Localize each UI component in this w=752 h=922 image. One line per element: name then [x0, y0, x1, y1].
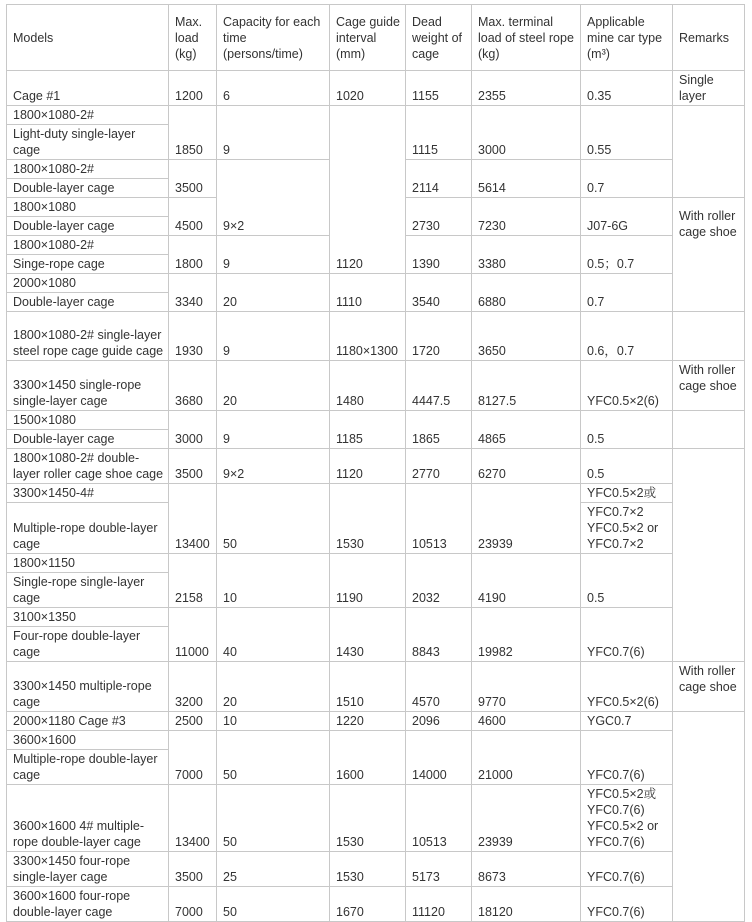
dead-weight-cell: 2032 — [406, 554, 472, 608]
guide-interval-cell: 1510 — [330, 662, 406, 712]
max-load-cell: 3200 — [169, 662, 217, 712]
dead-weight-cell: 8843 — [406, 608, 472, 662]
capacity-cell: 9×2 — [217, 160, 330, 236]
model-cell: 3600×1600 4# multiple-rope double-layer cage — [7, 785, 169, 852]
header-car-type: Applicable mine car type (m³) — [581, 5, 673, 71]
header-capacity: Capacity for each time (persons/time) — [217, 5, 330, 71]
model-cell: 3600×1600 — [7, 731, 169, 750]
model-cell: 1800×1080-2# — [7, 236, 169, 255]
capacity-cell: 9 — [217, 236, 330, 274]
max-load-cell: 13400 — [169, 484, 217, 554]
model-cell: 3100×1350 — [7, 608, 169, 627]
max-load-cell: 1800 — [169, 236, 217, 274]
guide-interval-cell: 1530 — [330, 785, 406, 852]
dead-weight-cell: 4570 — [406, 662, 472, 712]
max-load-cell: 2500 — [169, 712, 217, 731]
dead-weight-cell: 1115 — [406, 106, 472, 160]
car-type-cell: J07-6G — [581, 198, 673, 236]
rope-load-cell: 3000 — [472, 106, 581, 160]
dead-weight-cell: 11120 — [406, 887, 472, 922]
dead-weight-cell: 1720 — [406, 312, 472, 361]
car-type-cell: 0.5；0.7 — [581, 236, 673, 274]
guide-interval-cell: 1185 — [330, 411, 406, 449]
table-row — [7, 712, 745, 731]
header-rope-load: Max. terminal load of steel rope (kg) — [472, 5, 581, 71]
dead-weight-cell: 4447.5 — [406, 361, 472, 411]
table-row — [7, 106, 745, 125]
model-cell: Double-layer cage — [7, 179, 169, 198]
model-cell: 1800×1080 — [7, 198, 169, 217]
table-row — [7, 484, 745, 503]
capacity-cell: 25 — [217, 852, 330, 887]
car-type-cell: 0.5 — [581, 554, 673, 608]
guide-interval-cell: 1480 — [330, 361, 406, 411]
car-type-cell: YFC0.7×2 YFC0.5×2 or YFC0.7×2 — [581, 503, 673, 554]
max-load-cell: 1850 — [169, 106, 217, 160]
model-cell: Light-duty single-layer cage — [7, 125, 169, 160]
dead-weight-cell: 1155 — [406, 71, 472, 106]
max-load-cell: 7000 — [169, 887, 217, 922]
rope-load-cell: 7230 — [472, 198, 581, 236]
dead-weight-cell: 2096 — [406, 712, 472, 731]
remarks-cell: With roller cage shoe — [673, 361, 745, 411]
guide-interval-cell: 1190 — [330, 554, 406, 608]
guide-interval-cell: 1180×1300 — [330, 312, 406, 361]
guide-interval-cell: 1600 — [330, 731, 406, 785]
table-row — [7, 312, 745, 361]
model-cell: 2000×1180 Cage #3 — [7, 712, 169, 731]
guide-interval-cell: 1120 — [330, 449, 406, 484]
capacity-cell: 6 — [217, 71, 330, 106]
dead-weight-cell: 10513 — [406, 484, 472, 554]
car-type-cell: 0.5 — [581, 411, 673, 449]
capacity-cell: 10 — [217, 554, 330, 608]
table-row — [7, 449, 745, 484]
max-load-cell: 4500 — [169, 198, 217, 236]
capacity-cell: 50 — [217, 785, 330, 852]
car-type-cell: YFC0.5×2(6) — [581, 662, 673, 712]
guide-interval-cell: 1530 — [330, 852, 406, 887]
remarks-cell — [673, 411, 745, 449]
remarks-cell — [673, 449, 745, 662]
header-max-load: Max. load (kg) — [169, 5, 217, 71]
max-load-cell: 3500 — [169, 160, 217, 198]
max-load-cell: 1930 — [169, 312, 217, 361]
table-row — [7, 274, 745, 293]
model-cell: 3600×1600 four-rope double-layer cage — [7, 887, 169, 922]
remarks-cell: With roller cage shoe — [673, 662, 745, 712]
remarks-cell — [673, 312, 745, 361]
capacity-cell: 40 — [217, 608, 330, 662]
max-load-cell: 2158 — [169, 554, 217, 608]
guide-interval-cell: 1670 — [330, 887, 406, 922]
car-type-cell: 0.55 — [581, 106, 673, 160]
table-row — [7, 785, 745, 852]
header-guide-interval: Cage guide interval (mm) — [330, 5, 406, 71]
model-cell: Double-layer cage — [7, 430, 169, 449]
model-cell: 1800×1080-2# double-layer roller cage shoe cage — [7, 449, 169, 484]
car-type-cell: YFC0.5×2或 YFC0.7(6) YFC0.5×2 or YFC0.7(6) — [581, 785, 673, 852]
guide-interval-cell: 1110 — [330, 274, 406, 312]
capacity-cell: 9 — [217, 411, 330, 449]
rope-load-cell: 6880 — [472, 274, 581, 312]
table-row — [7, 887, 745, 922]
table-row — [7, 608, 745, 627]
car-type-cell: 0.5 — [581, 449, 673, 484]
model-cell: Multiple-rope double-layer cage — [7, 503, 169, 554]
capacity-cell: 9 — [217, 312, 330, 361]
rope-load-cell: 23939 — [472, 484, 581, 554]
model-cell: Singe-rope cage — [7, 255, 169, 274]
max-load-cell: 1200 — [169, 71, 217, 106]
max-load-cell: 3500 — [169, 449, 217, 484]
guide-interval-cell: 1430 — [330, 608, 406, 662]
car-type-cell: YGC0.7 — [581, 712, 673, 731]
model-cell: Multiple-rope double-layer cage — [7, 750, 169, 785]
rope-load-cell: 2355 — [472, 71, 581, 106]
capacity-cell: 9 — [217, 106, 330, 160]
remarks-cell: Single layer — [673, 71, 745, 106]
capacity-cell: 9×2 — [217, 449, 330, 484]
guide-interval-cell: 1120 — [330, 106, 406, 274]
model-cell: 3300×1450 four-rope single-layer cage — [7, 852, 169, 887]
model-cell: Single-rope single-layer cage — [7, 573, 169, 608]
cage-spec-table — [6, 4, 745, 922]
capacity-cell: 50 — [217, 731, 330, 785]
car-type-cell: YFC0.7(6) — [581, 887, 673, 922]
capacity-cell: 20 — [217, 361, 330, 411]
header-models: Models — [7, 5, 169, 71]
rope-load-cell: 8127.5 — [472, 361, 581, 411]
max-load-cell: 3340 — [169, 274, 217, 312]
table-row — [7, 71, 745, 106]
car-type-cell: YFC0.7(6) — [581, 731, 673, 785]
dead-weight-cell: 1390 — [406, 236, 472, 274]
car-type-cell: 0.7 — [581, 160, 673, 198]
model-cell: 1800×1080-2# — [7, 160, 169, 179]
max-load-cell: 3000 — [169, 411, 217, 449]
header-dead-weight: Dead weight of cage — [406, 5, 472, 71]
model-cell: 1500×1080 — [7, 411, 169, 430]
header-row — [7, 5, 745, 71]
rope-load-cell: 23939 — [472, 785, 581, 852]
max-load-cell: 3680 — [169, 361, 217, 411]
model-cell: Four-rope double-layer cage — [7, 627, 169, 662]
dead-weight-cell: 2770 — [406, 449, 472, 484]
dead-weight-cell: 2114 — [406, 160, 472, 198]
rope-load-cell: 8673 — [472, 852, 581, 887]
rope-load-cell: 4190 — [472, 554, 581, 608]
model-cell: Cage #1 — [7, 71, 169, 106]
rope-load-cell: 19982 — [472, 608, 581, 662]
model-cell: 1800×1080-2# — [7, 106, 169, 125]
rope-load-cell: 9770 — [472, 662, 581, 712]
model-cell: Double-layer cage — [7, 293, 169, 312]
capacity-cell: 50 — [217, 887, 330, 922]
guide-interval-cell: 1020 — [330, 71, 406, 106]
capacity-cell: 20 — [217, 662, 330, 712]
model-cell: 3300×1450 single-rope single-layer cage — [7, 361, 169, 411]
capacity-cell: 10 — [217, 712, 330, 731]
header-remarks: Remarks — [673, 5, 745, 71]
model-cell: 1800×1080-2# single-layer steel rope cage guide cage — [7, 312, 169, 361]
table-row — [7, 361, 745, 411]
dead-weight-cell: 10513 — [406, 785, 472, 852]
table-row — [7, 852, 745, 887]
dead-weight-cell: 14000 — [406, 731, 472, 785]
rope-load-cell: 6270 — [472, 449, 581, 484]
capacity-cell: 50 — [217, 484, 330, 554]
model-cell: 2000×1080 — [7, 274, 169, 293]
car-type-cell: YFC0.5×2或 — [581, 484, 673, 503]
rope-load-cell: 3650 — [472, 312, 581, 361]
remarks-cell — [673, 106, 745, 198]
table-row — [7, 662, 745, 712]
table-row — [7, 411, 745, 430]
rope-load-cell: 3380 — [472, 236, 581, 274]
remarks-cell: With roller cage shoe — [673, 198, 745, 312]
dead-weight-cell: 5173 — [406, 852, 472, 887]
model-cell: 3300×1450 multiple-rope cage — [7, 662, 169, 712]
guide-interval-cell: 1530 — [330, 484, 406, 554]
rope-load-cell: 21000 — [472, 731, 581, 785]
model-cell: Double-layer cage — [7, 217, 169, 236]
car-type-cell: 0.7 — [581, 274, 673, 312]
table-row — [7, 554, 745, 573]
rope-load-cell: 5614 — [472, 160, 581, 198]
max-load-cell: 7000 — [169, 731, 217, 785]
max-load-cell: 3500 — [169, 852, 217, 887]
capacity-cell: 20 — [217, 274, 330, 312]
model-cell: 3300×1450-4# — [7, 484, 169, 503]
rope-load-cell: 4600 — [472, 712, 581, 731]
car-type-cell: YFC0.5×2(6) — [581, 361, 673, 411]
car-type-cell: YFC0.7(6) — [581, 608, 673, 662]
car-type-cell: YFC0.7(6) — [581, 852, 673, 887]
max-load-cell: 13400 — [169, 785, 217, 852]
table-row — [7, 731, 745, 750]
max-load-cell: 11000 — [169, 608, 217, 662]
car-type-cell: 0.35 — [581, 71, 673, 106]
dead-weight-cell: 2730 — [406, 198, 472, 236]
dead-weight-cell: 1865 — [406, 411, 472, 449]
remarks-cell — [673, 712, 745, 922]
model-cell: 1800×1150 — [7, 554, 169, 573]
rope-load-cell: 18120 — [472, 887, 581, 922]
car-type-cell: 0.6，0.7 — [581, 312, 673, 361]
guide-interval-cell: 1220 — [330, 712, 406, 731]
rope-load-cell: 4865 — [472, 411, 581, 449]
dead-weight-cell: 3540 — [406, 274, 472, 312]
